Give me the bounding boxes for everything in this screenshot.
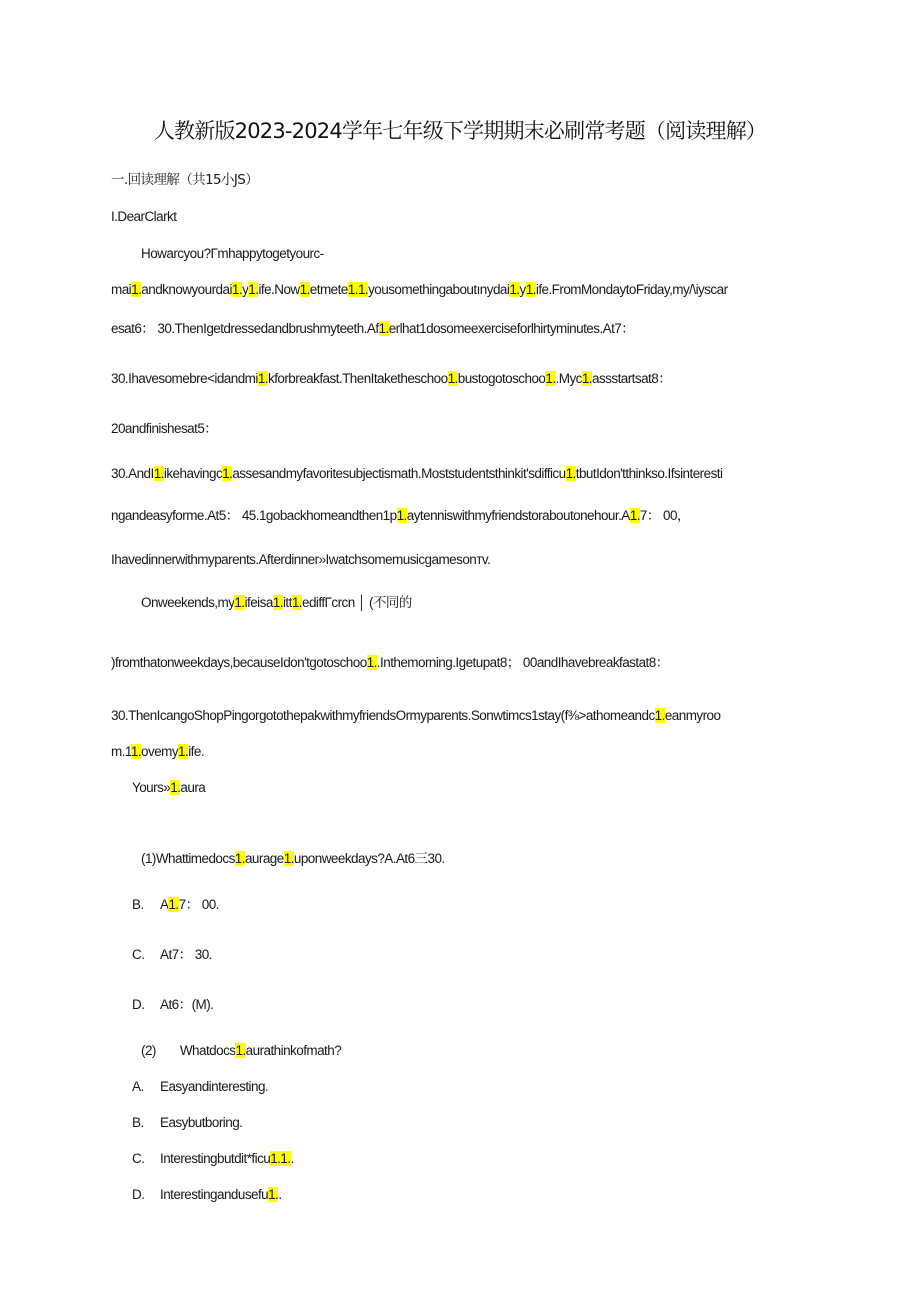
highlight-mark: 1. <box>299 282 310 297</box>
passage-line <box>111 208 176 226</box>
option-letter: C. <box>132 1151 145 1166</box>
highlight-mark: 1. <box>396 508 407 523</box>
passage-line <box>111 320 634 338</box>
text-run: ikehavingc <box>163 466 223 481</box>
highlight-mark: 1. <box>234 851 245 866</box>
highlight-mark: 1. <box>545 371 556 386</box>
text-run: . <box>278 1187 282 1202</box>
highlight-mark: 1. <box>581 371 593 386</box>
text-run: Yours» <box>132 780 171 795</box>
text-run: Easybutboring. <box>160 1115 243 1130</box>
answer-option[interactable] <box>132 946 212 964</box>
option-text <box>160 1079 268 1094</box>
answer-option[interactable] <box>132 1186 282 1204</box>
highlight-mark: 1. <box>654 708 665 723</box>
option-text <box>160 1151 294 1166</box>
text-run: eanmyroo <box>664 708 721 723</box>
text-run: 20andfinishesat5： <box>111 421 218 436</box>
text-run: ngandeasyforme.At5： 45.1gobackhomeandthen1p <box>111 508 397 523</box>
text-run: I.DearClarkt <box>111 209 177 224</box>
text-run: erlhat1dosomeexerciseforlhirtyminutes.At7： <box>388 321 635 336</box>
text-run: ife. <box>188 744 205 759</box>
option-letter: B. <box>132 1115 144 1130</box>
passage-line <box>111 743 204 761</box>
passage-line <box>111 707 720 725</box>
text-run: bustogotoschoo <box>457 371 546 386</box>
highlight-mark: 1. <box>170 780 181 795</box>
highlight-mark: 1.1. <box>347 282 369 297</box>
highlight-mark: 1. <box>509 282 520 297</box>
option-letter: B. <box>132 897 144 912</box>
text-run: .Inthemorning.Igetupat8； 00andIhavebreakfastat8： <box>376 655 669 670</box>
text-run: tbutIdon'tthinkso.Ifsinteresti <box>575 466 723 481</box>
highlight-mark: 1. <box>130 744 142 759</box>
passage-line <box>111 507 690 525</box>
option-text <box>160 997 213 1012</box>
text-run: kforbreakfast.ThenItaketheschoo <box>268 371 448 386</box>
question-number: (2) <box>141 1043 156 1058</box>
highlight-mark: 1. <box>235 1043 246 1058</box>
option-letter: C. <box>132 947 145 962</box>
highlight-mark: 1.1. <box>270 1151 291 1166</box>
passage-line <box>111 370 671 388</box>
text-run: ifeisa <box>244 595 273 610</box>
passage-line <box>132 779 205 797</box>
text-run: Howarcyou?Γmhappytogetyourc- <box>141 246 324 261</box>
passage-line <box>111 654 669 672</box>
option-text <box>160 947 212 962</box>
highlight-mark: 1. <box>153 466 164 481</box>
passage-line <box>111 281 728 299</box>
text-run: 30.Ihavesomebre<idandmi <box>111 371 258 386</box>
text-run: )fromthatonweekdays,becauseIdon'tgotoschoo <box>111 655 367 670</box>
highlight-mark: 1. <box>168 897 179 912</box>
answer-option[interactable] <box>132 1114 242 1132</box>
highlight-mark: 1. <box>178 744 189 759</box>
passage-line <box>141 594 412 612</box>
highlight-mark: 1. <box>525 282 536 297</box>
text-run: aytenniswithmyfriendstoraboutonehour.A <box>406 508 630 523</box>
text-run: 30.AndI <box>111 466 154 481</box>
highlight-mark: 1. <box>366 655 377 670</box>
text-run: At6：(M). <box>160 997 214 1012</box>
highlight-mark: 1. <box>378 321 389 336</box>
highlight-mark: 1. <box>234 595 245 610</box>
text-run: yousomethingaboutınydai <box>368 282 510 297</box>
highlight-mark: 1. <box>283 851 294 866</box>
highlight-mark: 1. <box>565 466 576 481</box>
text-run: 7： 00. <box>178 897 219 912</box>
question-stem <box>141 850 445 868</box>
text-run: y <box>519 282 526 297</box>
text-run: 7： 00， <box>639 508 690 523</box>
answer-option[interactable] <box>132 896 219 914</box>
text-run: m.1 <box>111 744 131 759</box>
option-text <box>160 1115 242 1130</box>
text-run: A <box>160 897 169 912</box>
text-run: Easyandinteresting. <box>160 1079 269 1094</box>
text-run: assesandmyfavoritesubjectismath.Moststudentsthinkit'sdifficu <box>232 466 566 481</box>
text-run: y <box>242 282 249 297</box>
highlight-mark: 1. <box>268 1187 279 1202</box>
text-run: At7： 30. <box>160 947 212 962</box>
text-run: uponweekdays?A.At6三30. <box>293 851 445 866</box>
option-letter: D. <box>132 997 145 1012</box>
text-run: mai <box>111 282 132 297</box>
text-run: andknowyourdai <box>141 282 232 297</box>
text-run: .Myc <box>555 371 582 386</box>
text-run: Onweekends,my <box>141 595 235 610</box>
text-run: Ihavedinnerwithmyparents.Afterdinner»Iwatchsomemusicgamesonтv. <box>111 552 491 567</box>
page-title: 人教新版2023-2024学年七年级下学期期末必刷常考题（阅读理解） <box>153 119 767 143</box>
text-run: assstartsat8： <box>592 371 672 386</box>
text-run: (1)Whattimedocs <box>141 851 235 866</box>
text-run: 30.ThenIcangoShopPingorgotothepakwithmyfriendsOrmyparents.Sonwtimcs1stay(f⅜>athomeandc <box>111 708 655 723</box>
passage-line <box>111 551 490 569</box>
text-run: etmete <box>309 282 348 297</box>
text-run: esat6： 30.ThenIgetdressedandbrushmyteeth.Af <box>111 321 379 336</box>
option-letter: D. <box>132 1187 145 1202</box>
answer-option[interactable] <box>132 1150 294 1168</box>
highlight-mark: 1. <box>222 466 233 481</box>
passage-line <box>111 420 217 438</box>
highlight-mark: 1. <box>629 508 640 523</box>
text-run: ife.Now <box>258 282 300 297</box>
highlight-mark: 1. <box>248 282 259 297</box>
text-run: ovemy <box>141 744 179 759</box>
text-run: Interestingbutdit*ficu <box>160 1151 271 1166</box>
text-run: itt <box>282 595 292 610</box>
question-stem <box>141 1042 341 1060</box>
highlight-mark: 1. <box>131 282 142 297</box>
option-text <box>160 1187 282 1202</box>
highlight-mark: 1. <box>257 371 268 386</box>
highlight-mark: 1. <box>447 371 458 386</box>
passage-line <box>141 245 324 263</box>
highlight-mark: 1. <box>291 595 302 610</box>
answer-option[interactable] <box>132 996 213 1014</box>
answer-option[interactable] <box>132 1078 268 1096</box>
text-run: Interestingandusefu <box>160 1187 269 1202</box>
text-run: aurage <box>244 851 284 866</box>
section-heading: 一.回读理解（共15小JS） <box>111 172 259 188</box>
passage-line <box>111 465 722 483</box>
option-letter: A. <box>132 1079 144 1094</box>
highlight-mark: 1. <box>231 282 243 297</box>
text-run: ediffΓcrcn │ (不同的 <box>302 595 412 610</box>
highlight-mark: 1. <box>272 595 283 610</box>
text-run: aura <box>180 780 206 795</box>
text-run: ife.FromMondaytoFriday,my/\iyscar <box>535 282 728 297</box>
text-run: Whatdocs <box>179 1043 236 1058</box>
option-text <box>160 897 219 912</box>
text-run: aurathinkofmath? <box>245 1043 342 1058</box>
text-run: . <box>290 1151 294 1166</box>
